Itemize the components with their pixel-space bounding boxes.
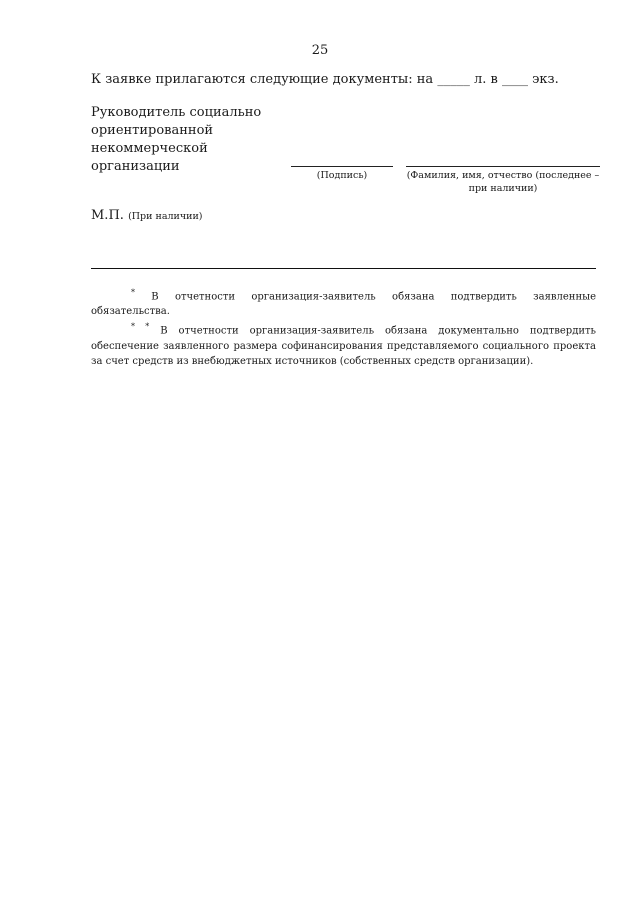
head-line: некоммерческой xyxy=(91,141,208,156)
head-line: Руководитель социально xyxy=(91,105,262,120)
footnote-separator xyxy=(91,268,596,269)
seal-label: М.П. xyxy=(91,208,124,223)
pages-blank: _____ xyxy=(437,72,470,87)
copies-blank: ____ xyxy=(501,72,528,87)
head-line: ориентированной xyxy=(91,123,214,138)
organization-head-title xyxy=(91,104,291,176)
attachments-suffix: экз. xyxy=(532,72,559,87)
full-name-caption-line: (Фамилия, имя, отчество (последнее – xyxy=(406,170,600,181)
signature-caption: (Подпись) xyxy=(316,170,368,181)
seal-placeholder xyxy=(91,208,203,223)
signature-line xyxy=(291,166,393,167)
footnote xyxy=(91,319,596,368)
attachments-prefix: К заявке прилагаются следующие документы: на xyxy=(91,72,434,87)
seal-note: (При наличии) xyxy=(128,211,203,222)
footnote-marker: * xyxy=(131,288,135,297)
attachments-middle: л. в xyxy=(473,72,498,87)
attachments-statement xyxy=(91,72,559,87)
footnote-text: В отчетности организация-заявитель обязана документально подтвердить обеспечение заявленного размера софинансирования представляемого социального проекта за счет средств из внебюджетных источников (собственных средств организации). xyxy=(91,325,596,367)
footnote-text: В отчетности организация-заявитель обязана подтвердить заявленные обязательства. xyxy=(91,291,596,318)
footnote xyxy=(91,285,596,319)
full-name-caption xyxy=(402,169,604,195)
footnote-marker: * * xyxy=(131,322,150,332)
full-name-line xyxy=(406,166,600,167)
head-line: организации xyxy=(91,159,180,174)
page-number: 25 xyxy=(311,43,329,58)
full-name-caption-line: при наличии) xyxy=(468,183,538,194)
footnotes xyxy=(91,285,596,369)
